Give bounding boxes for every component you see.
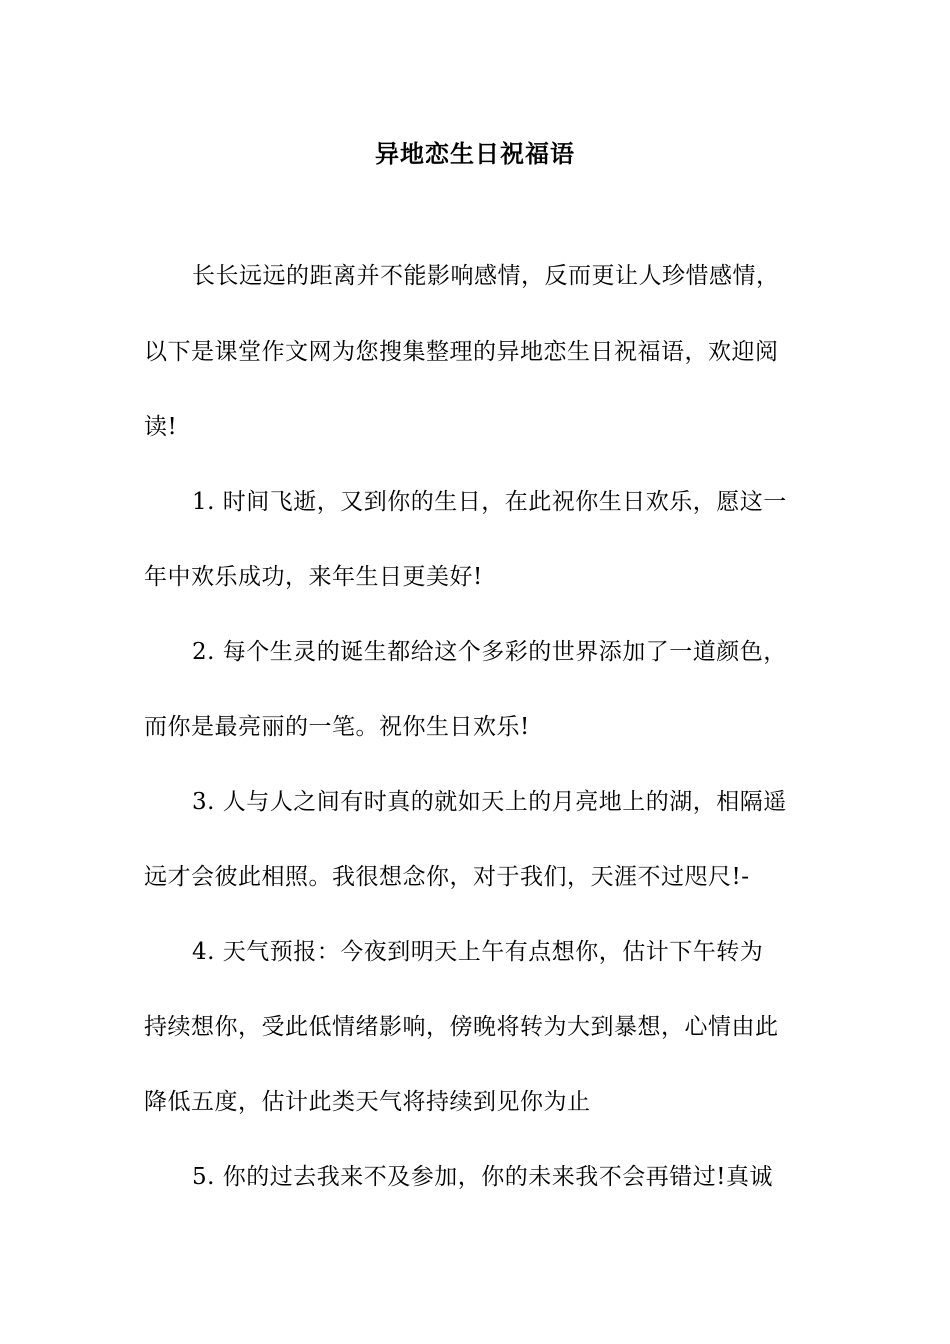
paragraph-line: 5. 你的过去我来不及参加，你的未来我不会再错过!真诚 xyxy=(192,1164,773,1190)
paragraph-line: 远才会彼此相照。我很想念你，对于我们，天涯不过咫尺!- xyxy=(144,864,750,890)
paragraph-line: 2. 每个生灵的诞生都给这个多彩的世界添加了一道颜色， xyxy=(192,639,787,665)
paragraph-line: 3. 人与人之间有时真的就如天上的月亮地上的湖，相隔遥 xyxy=(192,789,787,815)
paragraph-line: 长长远远的距离并不能影响感情，反而更让人珍惜感情， xyxy=(192,263,780,289)
paragraph-line: 1. 时间飞逝，又到你的生日，在此祝你生日欢乐，愿这一 xyxy=(192,489,787,515)
paragraph-line: 而你是最亮丽的一笔。祝你生日欢乐! xyxy=(144,714,530,740)
paragraph-line: 4. 天气预报：今夜到明天上午有点想你，估计下午转为 xyxy=(192,939,764,965)
paragraph-line: 读! xyxy=(144,414,178,440)
paragraph-line: 降低五度，估计此类天气将持续到见你为止 xyxy=(144,1089,591,1115)
paragraph-line: 持续想你，受此低情绪影响，傍晚将转为大到暴想，心情由此 xyxy=(144,1014,779,1040)
paragraph-line: 以下是课堂作文网为您搜集整理的异地恋生日祝福语，欢迎阅 xyxy=(144,339,779,365)
document-title: 异地恋生日祝福语 xyxy=(375,140,575,168)
paragraph-line: 年中欢乐成功，来年生日更美好! xyxy=(144,564,483,590)
